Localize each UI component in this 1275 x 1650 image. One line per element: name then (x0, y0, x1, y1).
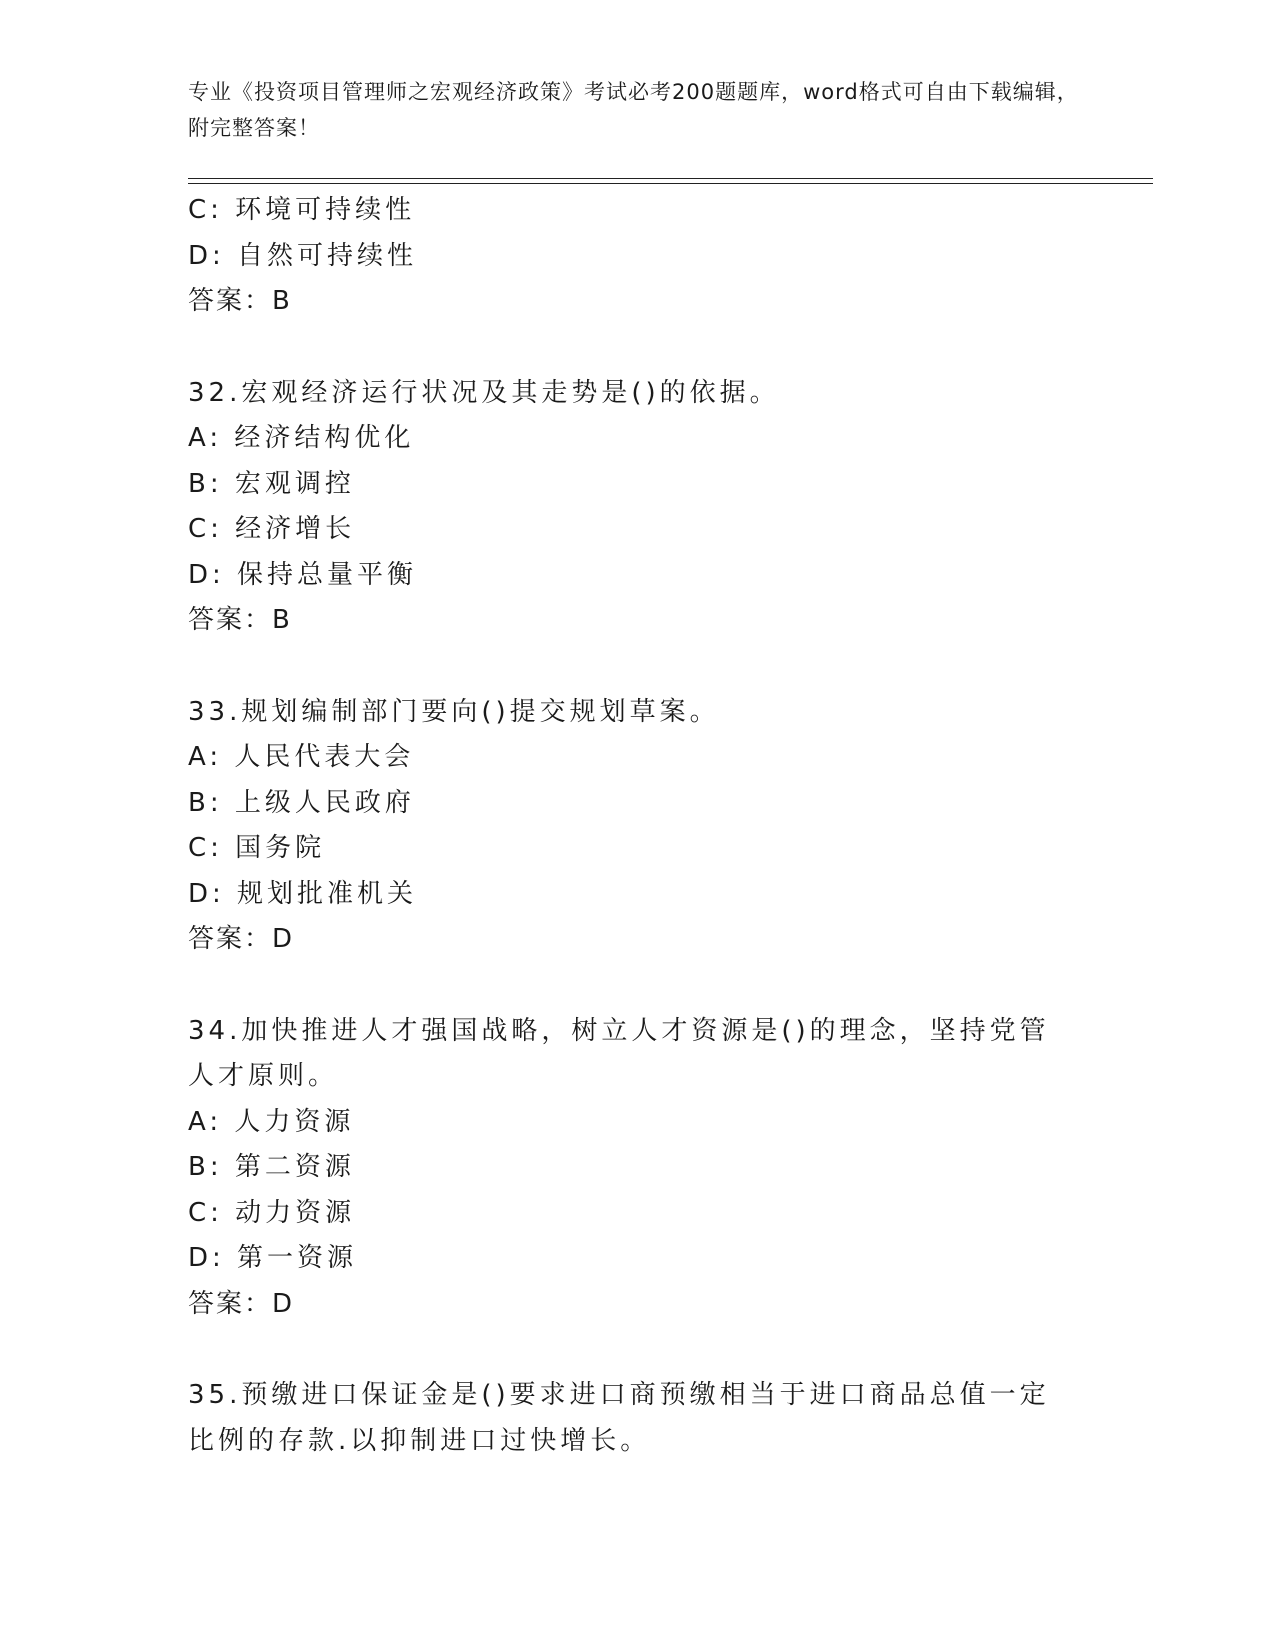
option-d: D: 规划批准机关 (188, 878, 418, 909)
option-c: C: 动力资源 (188, 1197, 356, 1228)
answer-line: 答案：B (188, 286, 292, 316)
option-d: D: 保持总量平衡 (188, 559, 418, 590)
option-b: B: 宏观调控 (188, 468, 355, 499)
document-intro: 专业《投资项目管理师之宏观经济政策》考试必考200题题库，word格式可自由下载编辑，附完整答案！ (188, 80, 1079, 140)
option-c: C: 经济增长 (188, 514, 356, 544)
option-c: C: 环境可持续性 (188, 195, 416, 225)
option-b: B: 第二资源 (188, 1152, 355, 1182)
header-rule-bottom (188, 183, 1153, 184)
option-b: B: 上级人民政府 (188, 787, 415, 818)
option-a: A: 人民代表大会 (188, 742, 415, 772)
question-text: 32.宏观经济运行状况及其走势是()的依据。 (188, 377, 780, 408)
question-text: 34.加快推进人才强国战略，树立人才资源是()的理念，坚持党管人才原则。 (188, 1015, 1050, 1091)
option-d: D: 自然可持续性 (188, 240, 418, 271)
option-a: A: 经济结构优化 (188, 423, 415, 453)
header-rule-top (188, 178, 1153, 179)
question-34 (188, 1009, 1088, 1328)
option-d: D: 第一资源 (188, 1243, 358, 1273)
question-text: 33.规划编制部门要向()提交规划草案。 (188, 696, 720, 727)
question-33 (188, 690, 1088, 963)
option-c: C: 国务院 (188, 833, 326, 863)
question-text: 35.预缴进口保证金是()要求进口商预缴相当于进口商品总值一定比例的存款.以抑制进口过快增长。 (188, 1380, 1050, 1456)
partial-question-31 (188, 188, 1088, 325)
question-list (188, 188, 1088, 1464)
answer-line: 答案：D (188, 1288, 295, 1319)
answer-line: 答案：B (188, 605, 292, 635)
option-a: A: 人力资源 (188, 1106, 355, 1137)
question-35 (188, 1373, 1088, 1464)
question-32 (188, 371, 1088, 644)
answer-line: 答案：D (188, 924, 295, 954)
